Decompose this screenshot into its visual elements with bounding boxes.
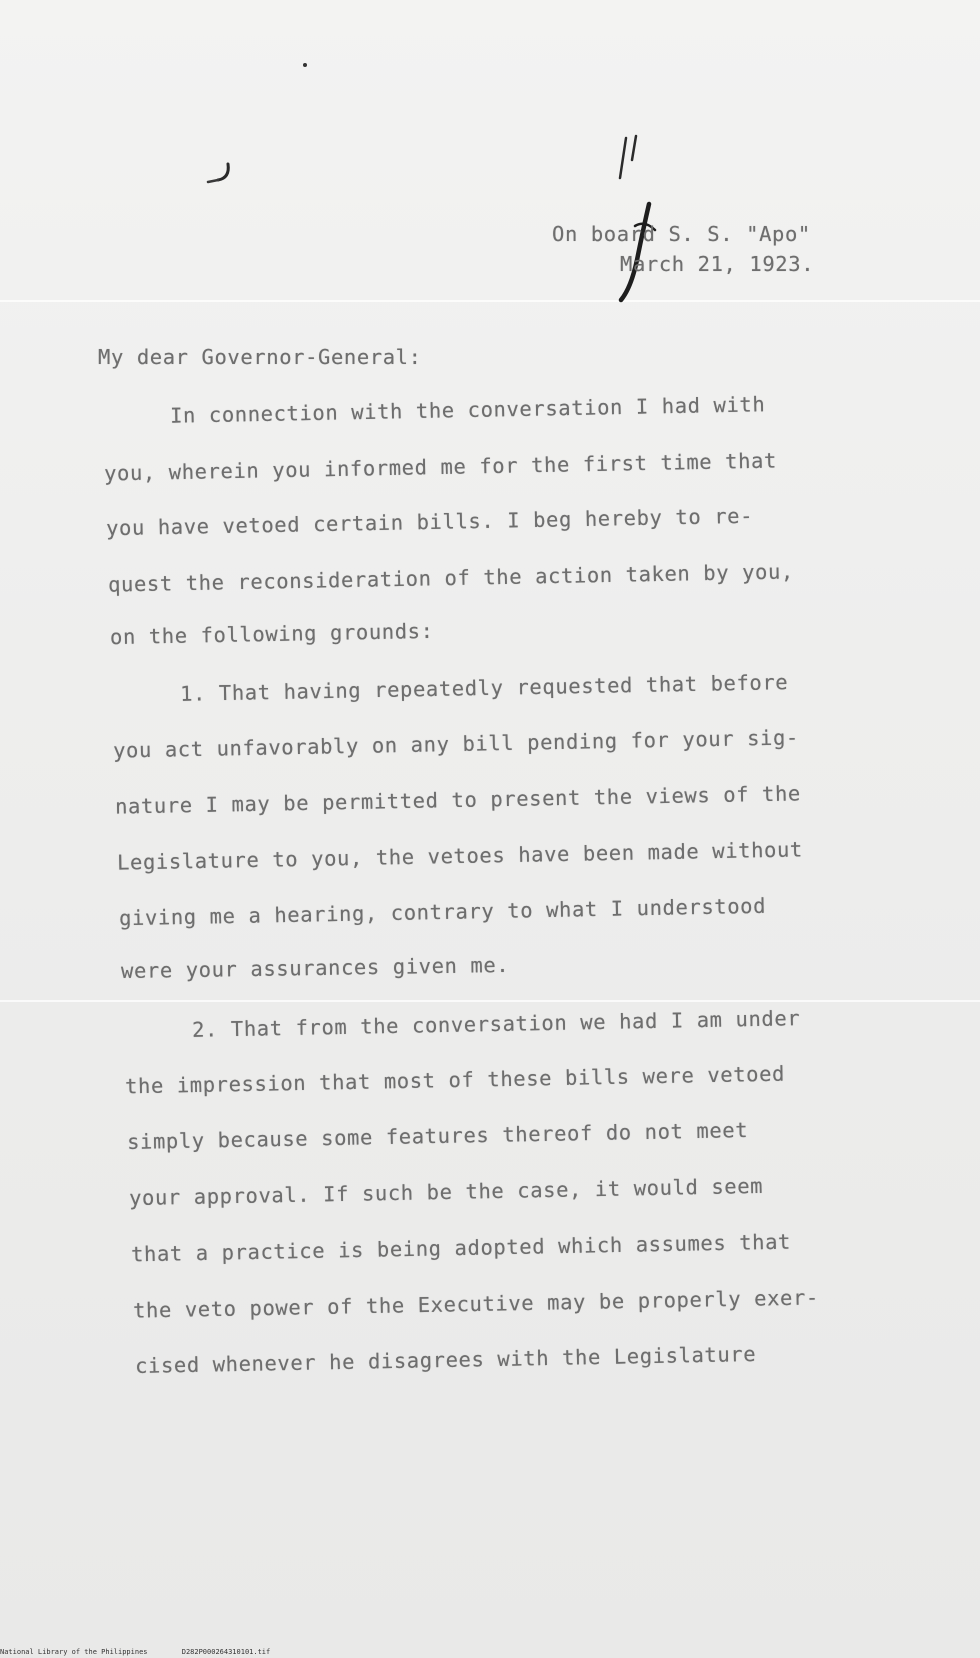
letter-line: on the following grounds: <box>109 618 434 650</box>
letter-line: quest the reconsideration of the action taken by you, <box>107 559 795 597</box>
letter-line: cised whenever he disagrees with the Legislature <box>134 1342 757 1378</box>
letter-line: 1. That having repeatedly requested that before <box>179 670 789 706</box>
letter-line: were your assurances given me. <box>120 952 510 984</box>
letter-line: 2. That from the conversation we had I am under <box>191 1006 801 1042</box>
letter-line: you have vetoed certain bills. I beg hereby to re- <box>105 503 754 541</box>
letter-line: your approval. If such be the case, it would seem <box>128 1173 764 1211</box>
footer-library: National Library of the Philippines <box>0 1648 148 1656</box>
letter-line: the veto power of the Executive may be properly exer- <box>132 1285 820 1323</box>
letter-line: simply because some features thereof do not meet <box>126 1118 749 1154</box>
footer-file: D282P000264310101.tif <box>181 1648 271 1656</box>
letter-line: giving me a hearing, contrary to what I understood <box>118 893 767 931</box>
scan-footer <box>0 1648 300 1656</box>
letter-place: On board S. S. "Apo" <box>552 222 811 246</box>
letter-date: March 21, 1923. <box>620 252 815 276</box>
letter-line: you act unfavorably on any bill pending for your sig- <box>112 725 800 763</box>
letter-line: In connection with the conversation I had with <box>169 392 766 428</box>
letter-line: Legislature to you, the vetoes have been made without <box>116 837 804 875</box>
letter-salutation: My dear Governor-General: <box>98 345 422 369</box>
letter-line: nature I may be permitted to present the views of the <box>114 781 802 819</box>
letter-line: you, wherein you informed me for the first time that <box>103 448 778 486</box>
letter-line: the impression that most of these bills were vetoed <box>124 1061 786 1099</box>
letter-line: that a practice is being adopted which assumes that <box>130 1229 792 1267</box>
